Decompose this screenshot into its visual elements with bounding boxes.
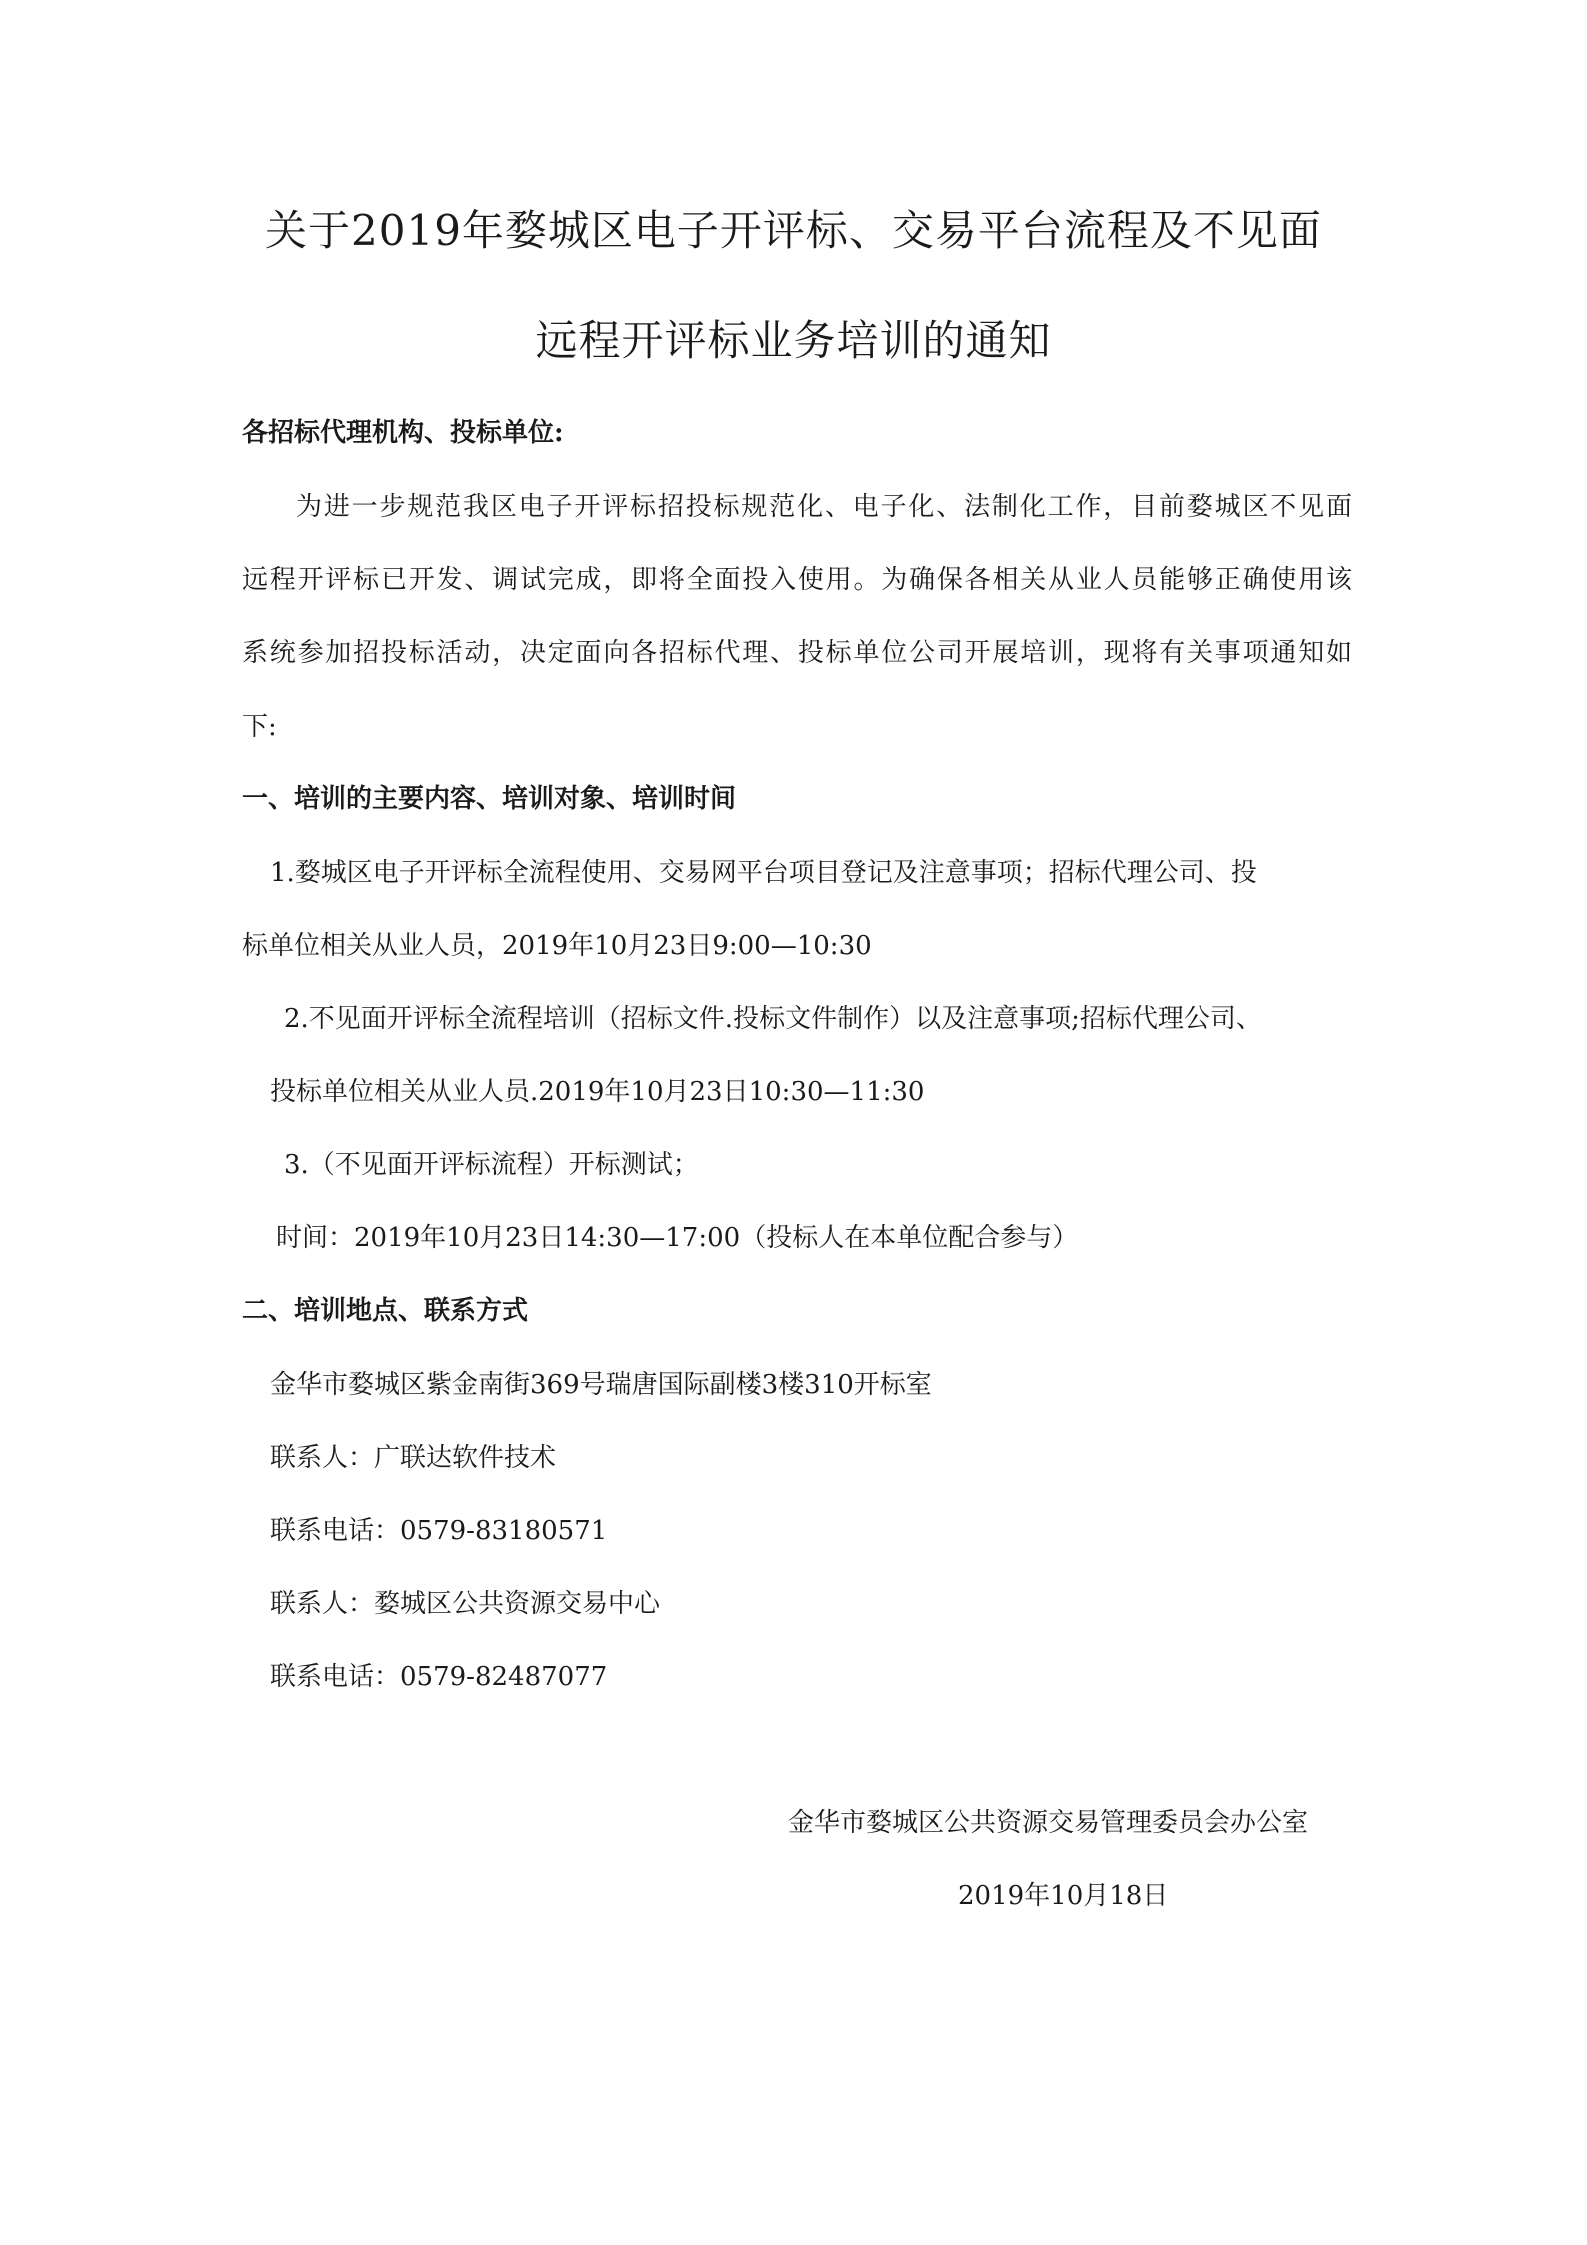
intro-line-4: 下: <box>242 712 277 742</box>
signature-organization: 金华市婺城区公共资源交易管理委员会办公室 <box>788 1808 1309 1838</box>
section-1-item-3-line-1: 3.（不见面开评标流程）开标测试； <box>284 1150 699 1180</box>
intro-line-2: 远程开评标已开发、调试完成，即将全面投入使用。为确保各相关从业人员能够正确使用该 <box>242 565 1352 595</box>
contact-person-1: 联系人：广联达软件技术 <box>270 1443 557 1473</box>
section-1-item-1-line-2: 标单位相关从业人员，2019年10月23日9:00—10:30 <box>242 931 872 961</box>
section-1-heading: 一、培训的主要内容、培训对象、培训时间 <box>242 784 737 814</box>
salutation: 各招标代理机构、投标单位: <box>242 418 564 448</box>
intro-line-3: 系统参加招投标活动，决定面向各招标代理、投标单位公司开展培训，现将有关事项通知如 <box>242 638 1352 668</box>
document-title-line-1: 关于2019年婺城区电子开评标、交易平台流程及不见面 <box>265 206 1322 255</box>
training-address: 金华市婺城区紫金南街369号瑞唐国际副楼3楼310开标室 <box>270 1370 932 1400</box>
intro-line-1: 为进一步规范我区电子开评标招投标规范化、电子化、法制化工作，目前婺城区不见面 <box>296 492 1352 522</box>
section-1-item-2-line-1: 2.不见面开评标全流程培训（招标文件.投标文件制作）以及注意事项;招标代理公司、 <box>284 1004 1262 1034</box>
contact-phone-1: 联系电话：0579-83180571 <box>270 1516 608 1546</box>
contact-person-2: 联系人：婺城区公共资源交易中心 <box>270 1589 661 1619</box>
section-1-item-2-line-2: 投标单位相关从业人员.2019年10月23日10:30—11:30 <box>270 1077 925 1107</box>
section-1-item-1-line-1: 1.婺城区电子开评标全流程使用、交易网平台项目登记及注意事项；招标代理公司、投 <box>270 858 1257 888</box>
contact-phone-2: 联系电话：0579-82487077 <box>270 1662 608 1692</box>
signature-date: 2019年10月18日 <box>958 1881 1169 1911</box>
document-title-line-2: 远程开评标业务培训的通知 <box>535 316 1052 365</box>
section-1-item-3-line-2: 时间：2019年10月23日14:30—17:00（投标人在本单位配合参与） <box>276 1223 1079 1253</box>
section-2-heading: 二、培训地点、联系方式 <box>242 1296 529 1326</box>
